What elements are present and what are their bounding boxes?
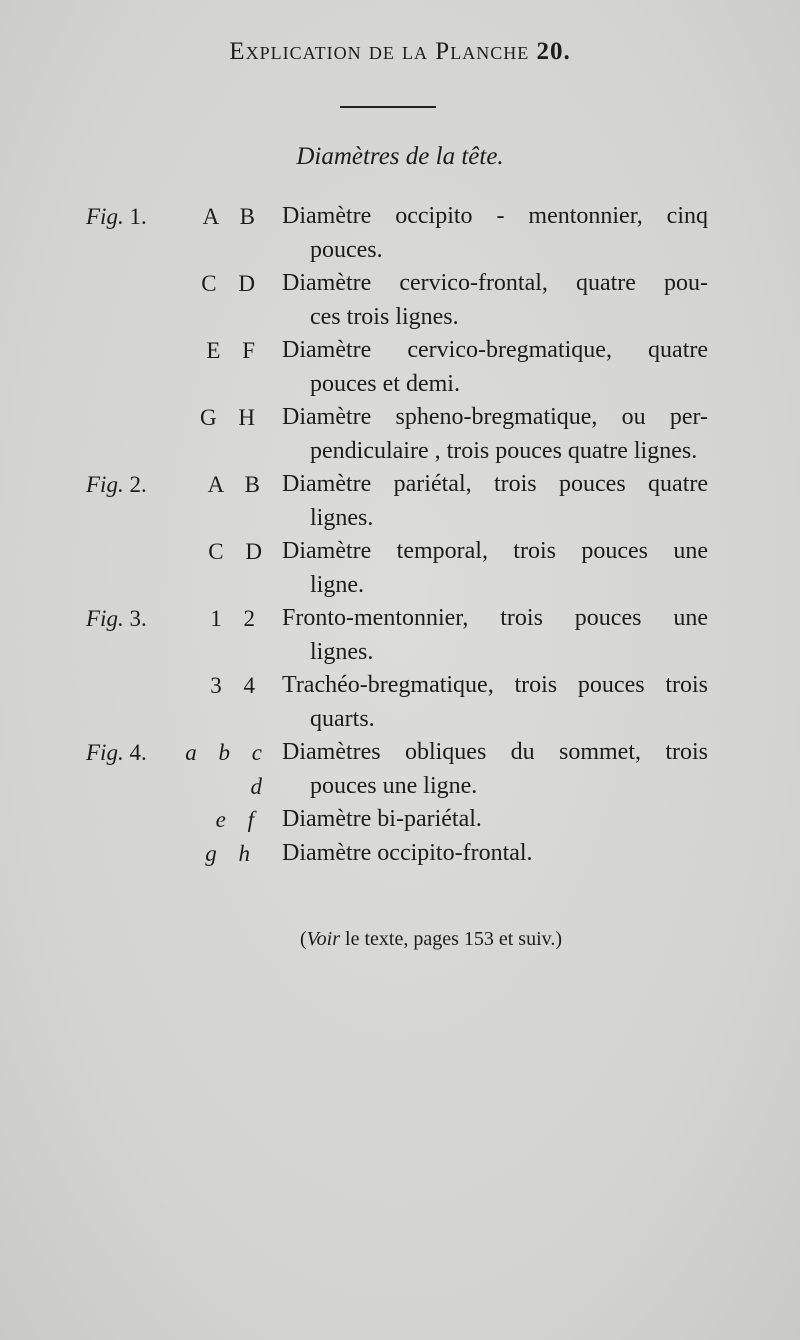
diameter-description: [282, 334, 708, 401]
diameter-description: [282, 267, 708, 334]
description-continuation: ligne.: [310, 571, 364, 598]
figure-entry: [0, 401, 800, 468]
section-subtitle: Diamètres de la tête.: [296, 143, 504, 170]
citation: [300, 928, 562, 951]
diameter-description: [282, 200, 708, 267]
figure-letters: A B: [207, 472, 260, 497]
figure-label: Fig. 3.: [86, 606, 147, 631]
diameter-description: [282, 736, 708, 803]
diameter-description: [282, 837, 708, 871]
diameter-description: [282, 401, 708, 468]
figure-entry: [0, 837, 800, 871]
description-continuation: lignes.: [310, 638, 374, 665]
description-continuation: quarts.: [310, 705, 375, 732]
figure-letters: a b c d: [185, 740, 262, 799]
figure-entry: [0, 267, 800, 334]
diameter-description: [282, 535, 708, 602]
description-line: Diamètre occipito - mentonnier, cinq: [282, 203, 708, 229]
diameter-description: [282, 803, 708, 837]
figure-letters: C D: [208, 539, 262, 564]
figure-letters: G H: [200, 405, 255, 430]
citation-text: le texte, pages 153 et suiv.): [340, 928, 562, 950]
figure-entry: [0, 200, 800, 267]
figure-entry: [0, 736, 800, 803]
description-continuation: ces trois lignes.: [310, 303, 459, 330]
diameter-description: [282, 669, 708, 736]
description-line: Trachéo-bregmatique, trois pouces trois: [282, 672, 708, 698]
figure-letters: C D: [201, 271, 255, 296]
description-line: Diamètres obliques du sommet, trois: [282, 739, 708, 765]
figure-label: Fig. 2.: [86, 472, 147, 497]
citation-open: (: [300, 928, 307, 950]
figure-letters: 3 4: [210, 673, 255, 698]
description-continuation: lignes.: [310, 504, 374, 531]
description-line: Diamètre cervico-bregmatique, quatre: [282, 337, 708, 363]
entry-list: [0, 200, 800, 870]
figure-letters: E F: [206, 338, 255, 363]
figure-letters: A B: [202, 204, 255, 229]
figure-entry: [0, 535, 800, 602]
description-line: Diamètre bi-pariétal.: [282, 806, 482, 832]
figure-entry: [0, 669, 800, 736]
figure-entry: [0, 334, 800, 401]
figure-entry: [0, 602, 800, 669]
description-continuation: pouces.: [310, 236, 383, 263]
diameter-description: [282, 468, 708, 535]
figure-entry: [0, 803, 800, 837]
description-line: Diamètre cervico-frontal, quatre pou-: [282, 270, 708, 296]
description-line: Fronto-mentonnier, trois pouces une: [282, 605, 708, 631]
description-line: Diamètre temporal, trois pouces une: [282, 538, 708, 564]
figure-letters: g h: [205, 840, 250, 866]
figure-label: Fig. 4.: [86, 740, 147, 765]
diameter-description: [282, 602, 708, 669]
header-title: Explication de la Planche: [229, 38, 530, 65]
description-line: Diamètre occipito-frontal.: [282, 839, 533, 866]
citation-italic: Voir: [306, 928, 341, 950]
description-line: Diamètre spheno-bregmatique, ou per-: [282, 404, 708, 430]
description-continuation: pouces une ligne.: [310, 772, 478, 799]
plate-number: 20.: [536, 38, 571, 65]
description-continuation: pouces et demi.: [310, 370, 460, 397]
figure-letters: 1 2: [210, 606, 255, 631]
page-header: [0, 38, 800, 66]
description-continuation: pendiculaire , trois pouces quatre lignes.: [310, 437, 698, 464]
header-rule: [340, 106, 436, 108]
figure-letters: e f: [215, 807, 254, 832]
figure-label: Fig. 1.: [86, 204, 147, 229]
description-line: Diamètre pariétal, trois pouces quatre: [282, 471, 708, 497]
figure-entry: [0, 468, 800, 535]
